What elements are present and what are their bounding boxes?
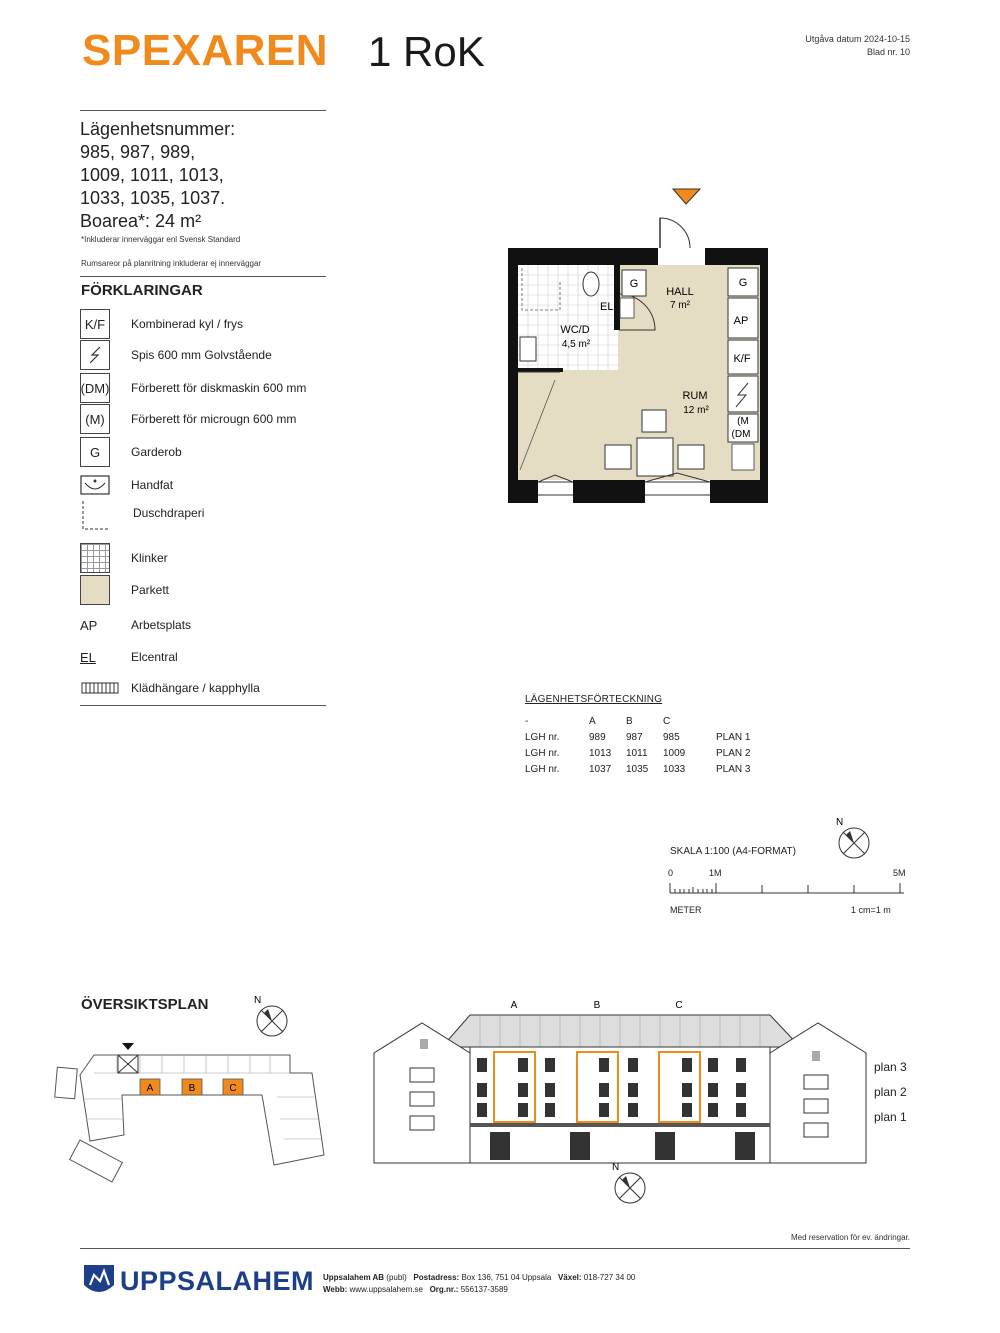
postal-address: Box 136, 751 04 Uppsala (461, 1273, 552, 1282)
column-c-label: C (675, 1000, 683, 1011)
legend-item (80, 404, 340, 434)
footer-logo-text: UPPSALAHEM (120, 1266, 315, 1296)
table-cell: 1035 (626, 763, 649, 775)
uppsalahem-logo-icon (82, 1263, 116, 1299)
table-cell: PLAN 2 (716, 747, 751, 759)
apartment-numbers: 985, 987, 989, (80, 142, 196, 162)
table-cell: - (525, 715, 529, 727)
reservation-note: Med reservation för ev. ändringar. (790, 1233, 910, 1242)
compass-icon (606, 1155, 652, 1205)
legend-label: Parkett (131, 583, 170, 597)
table-cell: C (663, 715, 671, 727)
postal-label: Postadress: (413, 1273, 460, 1282)
table-cell: LGH nr. (525, 731, 560, 743)
legend-title: FÖRKLARINGAR (81, 282, 203, 299)
room-area-wc: 4,5 m² (561, 339, 591, 350)
room-area-hall: 7 m² (670, 300, 690, 311)
wardrobe-label: G (738, 277, 748, 289)
legend-item (80, 610, 340, 640)
issue-info (805, 33, 910, 59)
electrical-panel-label: EL (600, 301, 614, 313)
site-overview-map (52, 1035, 342, 1190)
legend-item (80, 575, 340, 605)
entrance-marker-icon (673, 189, 700, 204)
apartment-info (80, 118, 235, 233)
column-a-label: A (510, 1000, 518, 1011)
table-cell: PLAN 3 (716, 763, 751, 775)
apartment-type: 1 RoK (368, 28, 485, 75)
room-name-rum: RUM (682, 390, 708, 402)
apartment-list-title: LÄGENHETSFÖRTECKNING (525, 694, 663, 705)
company-name: Uppsalahem AB (323, 1273, 385, 1282)
legend-label: Klinker (131, 551, 168, 565)
divider (80, 110, 326, 111)
dishwasher-label: (DM (731, 429, 751, 440)
phone-label: Växel: (557, 1273, 582, 1282)
table-cell: 989 (589, 731, 606, 743)
scale-zero: 0 (668, 868, 674, 878)
scale-ratio: 1 cm=1 m (851, 905, 891, 915)
room-area-rum: 12 m² (683, 405, 709, 416)
dishwasher-symbol: (DM) (80, 373, 110, 403)
living-area: Boarea*: 24 m² (80, 211, 202, 231)
sink-icon (520, 337, 536, 361)
stove-icon (80, 340, 110, 370)
company-suffix: (publ) (386, 1273, 407, 1282)
table-cell (716, 713, 750, 729)
table-cell: LGH nr. (525, 747, 560, 759)
overview-title: ÖVERSIKTSPLAN (81, 996, 209, 1013)
microwave-label: (M (737, 416, 749, 427)
legend-label: Klädhängare / kapphylla (131, 681, 260, 695)
table-cell: 1037 (589, 763, 612, 775)
sheet-number: Blad nr. 10 (866, 47, 910, 57)
footer-divider (80, 1248, 910, 1249)
legend-item (80, 470, 340, 500)
divider (80, 276, 326, 277)
unit-c-label: C (229, 1083, 237, 1094)
scale-title: SKALA 1:100 (A4-FORMAT) (670, 846, 796, 857)
org-label: Org.nr.: (429, 1285, 459, 1294)
entry-door (660, 218, 690, 248)
legend-label: Kombinerad kyl / frys (131, 317, 244, 331)
chair (678, 445, 704, 469)
table-row (525, 729, 750, 745)
floor-plan (500, 180, 780, 510)
tile-pattern-icon (80, 543, 110, 573)
table-cell: PLAN 1 (716, 731, 751, 743)
column-b-label: B (593, 1000, 601, 1011)
clothes-rack-icon (80, 673, 120, 703)
legend-item (80, 543, 340, 573)
plan-3-label: plan 3 (874, 1060, 907, 1074)
unit-b-label: B (188, 1083, 196, 1094)
wardrobe-symbol: G (80, 437, 110, 467)
table (637, 438, 673, 476)
apartment-numbers-label: Lägenhetsnummer: (80, 119, 236, 139)
washbasin-icon (80, 470, 110, 500)
legend-item (80, 437, 340, 467)
table-header-row (525, 713, 750, 729)
entrance-marker-icon (122, 1043, 134, 1050)
workplace-symbol: AP (80, 617, 98, 633)
legend-label: Elcentral (131, 650, 178, 664)
legend-label: Förberett för microugn 600 mm (131, 412, 297, 426)
chair (605, 445, 631, 469)
stove (728, 376, 758, 412)
electrical-panel-symbol: EL (80, 649, 96, 665)
legend-item (80, 673, 340, 703)
plan-1-label: plan 1 (874, 1110, 907, 1124)
legend-item (80, 500, 340, 532)
sink-unit (732, 444, 754, 470)
legend-label: Förberett för diskmaskin 600 mm (131, 381, 307, 395)
legend-label: Duschdraperi (133, 506, 205, 520)
scale-five-meter: 5M (893, 868, 906, 878)
scale-bar (668, 880, 908, 896)
legend-label: Arbetsplats (131, 618, 192, 632)
scale-one-meter: 1M (709, 868, 722, 878)
table-row (525, 761, 750, 777)
web-label: Webb: (323, 1285, 348, 1294)
compass-icon (248, 988, 294, 1038)
apartment-list-table (525, 713, 750, 777)
phone-number: 018-727 34 00 (583, 1273, 636, 1282)
wardrobe-label: G (629, 278, 639, 290)
fridge-freezer-symbol: K/F (80, 309, 110, 339)
north-label: N (612, 1162, 620, 1173)
legend-item (80, 373, 340, 403)
table-cell: 987 (626, 731, 643, 743)
room-name-wc: WC/D (560, 324, 590, 336)
legend-label: Spis 600 mm Golvstående (131, 348, 272, 362)
website-link[interactable]: www.uppsalahem.se (349, 1285, 423, 1294)
legend-label: Garderob (131, 445, 182, 459)
plan-2-label: plan 2 (874, 1085, 907, 1099)
apartment-numbers: 1033, 1035, 1037. (80, 188, 226, 208)
table-cell: LGH nr. (525, 763, 560, 775)
legend-item (80, 309, 340, 339)
apartment-numbers: 1009, 1011, 1013, (80, 165, 224, 185)
room-area-note: Rumsareor på planritning inkluderar ej innerväggar (81, 259, 262, 268)
shower-curtain-icon (80, 500, 110, 530)
legend-label: Handfat (131, 478, 174, 492)
north-label: N (254, 995, 262, 1006)
room-name-hall: HALL (666, 286, 694, 298)
fridge-freezer-label: K/F (733, 353, 751, 365)
issue-date: Utgåva datum 2024-10-15 (805, 34, 910, 44)
building-elevation (370, 995, 870, 1170)
unit-a-label: A (146, 1083, 154, 1094)
org-number: 556137-3589 (460, 1285, 508, 1294)
north-label: N (836, 817, 844, 828)
workplace-label: AP (733, 315, 749, 327)
table-cell: B (626, 715, 633, 727)
legend-item (80, 340, 340, 370)
toilet-icon (583, 272, 599, 296)
legend-item (80, 642, 340, 672)
divider (80, 705, 326, 706)
table-cell: 1009 (663, 747, 686, 759)
chair (642, 410, 666, 432)
table-cell: A (589, 715, 596, 727)
table-cell: 1033 (663, 763, 686, 775)
parquet-swatch-icon (80, 575, 110, 605)
scale-unit: METER (670, 905, 702, 915)
project-title: SPEXAREN (82, 26, 329, 75)
table-row (525, 745, 750, 761)
clothes-rack-icon (620, 298, 634, 318)
microwave-symbol: (M) (80, 404, 110, 434)
compass-icon (830, 810, 876, 860)
table-cell: 1011 (626, 747, 648, 759)
footer-contact (323, 1272, 635, 1296)
area-note: *Inkluderar innerväggar enl Svensk Standard (81, 235, 241, 244)
table-cell: 985 (663, 731, 680, 743)
table-cell: 1013 (589, 747, 612, 759)
